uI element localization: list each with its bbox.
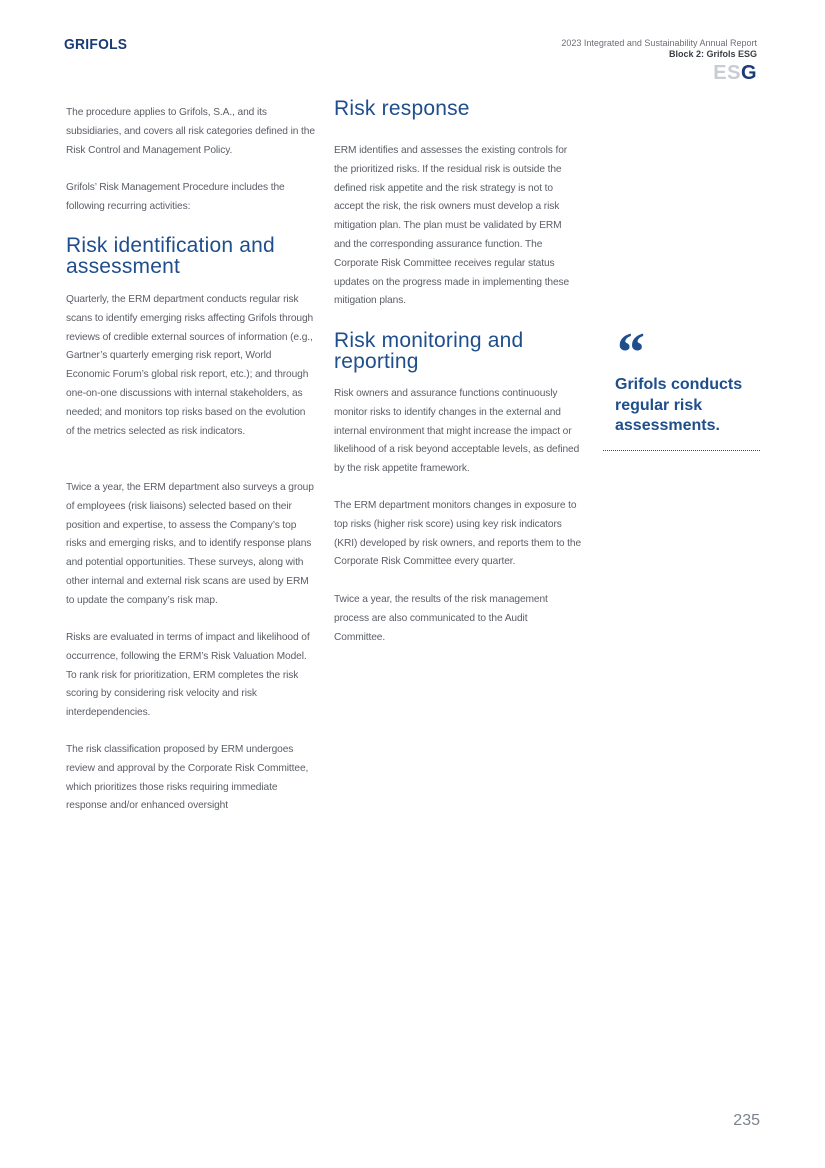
esg-highlighted-letter: G — [740, 62, 757, 84]
twice-year-paragraph: Twice a year, the ERM department also surveys a group of employees (risk liaisons) selected based on their position and expertise, to assess the Company’s top risks and emerging risks, and to identify response plans and potential opportunities. These surveys, along with other internal and external risk scans are used by ERM to update the company’s risk map. — [66, 482, 314, 606]
report-title: 2023 Integrated and Sustainability Annual Report — [561, 38, 757, 48]
pull-quote — [603, 322, 760, 451]
response-paragraph: ERM identifies and assesses the existing controls for the prioritized risks. If the residual risk is outside the defined risk appetite and the risk strategy is not to accept the risk, the risk owners must develop a risk mitigation plan. The plan must be validated by ERM and the corresponding assurance function. The Corporate Risk Committee receives regular status updates on the progress made in implementing these mitigation plans. — [334, 145, 570, 307]
block-title: Block 2: Grifols ESG — [668, 49, 757, 59]
evaluation-paragraph: Risks are evaluated in terms of impact and likelihood of occurrence, following the ERM’s Risk Valuation Model. To rank risk for prioritization, ERM completes the risk scoring by considering risk velocity and risk interdependencies. — [66, 632, 310, 719]
intro-paragraph: The procedure applies to Grifols, S.A., and its subsidiaries, and covers all risk categories defined in the Risk Control and Management Policy. — [66, 107, 315, 156]
monitoring-paragraph: Risk owners and assurance functions continuously monitor risks to identify changes in the external and internal environment that might increase the impact or likelihood of a risk beyond acceptable levels, as defined by the risk appetite framework. — [334, 388, 580, 475]
audit-paragraph: Twice a year, the results of the risk management process are also communicated to the Audit Committee. — [334, 594, 548, 643]
classification-paragraph: The risk classification proposed by ERM undergoes review and approval by the Corporate Risk Committee, which prioritizes those risks requiring immediate response and/or enhanced oversight — [66, 744, 309, 812]
quote-mark-icon: “ — [617, 322, 645, 384]
report-header — [561, 38, 757, 84]
kri-paragraph: The ERM department monitors changes in exposure to top risks (higher risk score) using key risk indicators (KRI) developed by risk owners, and reports them to the Corporate Risk Committee every quarter. — [334, 500, 582, 568]
grifols-logo: GRIFOLS — [64, 36, 128, 53]
activities-paragraph: Grifols’ Risk Management Procedure includes the following recurring activities: — [66, 182, 285, 212]
risk-monitoring-heading: Risk monitoring and reporting — [334, 329, 524, 373]
risk-identification-heading: Risk identification and assessment — [66, 234, 275, 278]
pull-quote-text: Grifols conducts regular risk assessments. — [615, 376, 743, 434]
esg-section-mark — [561, 62, 757, 84]
risk-response-heading: Risk response — [334, 97, 470, 120]
page-number: 235 — [733, 1112, 760, 1129]
quarterly-paragraph: Quarterly, the ERM department conducts regular risk scans to identify emerging risks affecting Grifols through reviews of credible external sources of information (e.g., Gartner’s quarterly emerging risk report, World Economic Forum’s global risk report, etc.); and through one-on-one discussions with internal stakeholders, as needed; and monitors top risks based on the evolution of the metrics selected as risk indicators. — [66, 294, 314, 437]
pull-quote-divider — [603, 450, 760, 451]
esg-faded-letters: ES — [713, 62, 741, 84]
